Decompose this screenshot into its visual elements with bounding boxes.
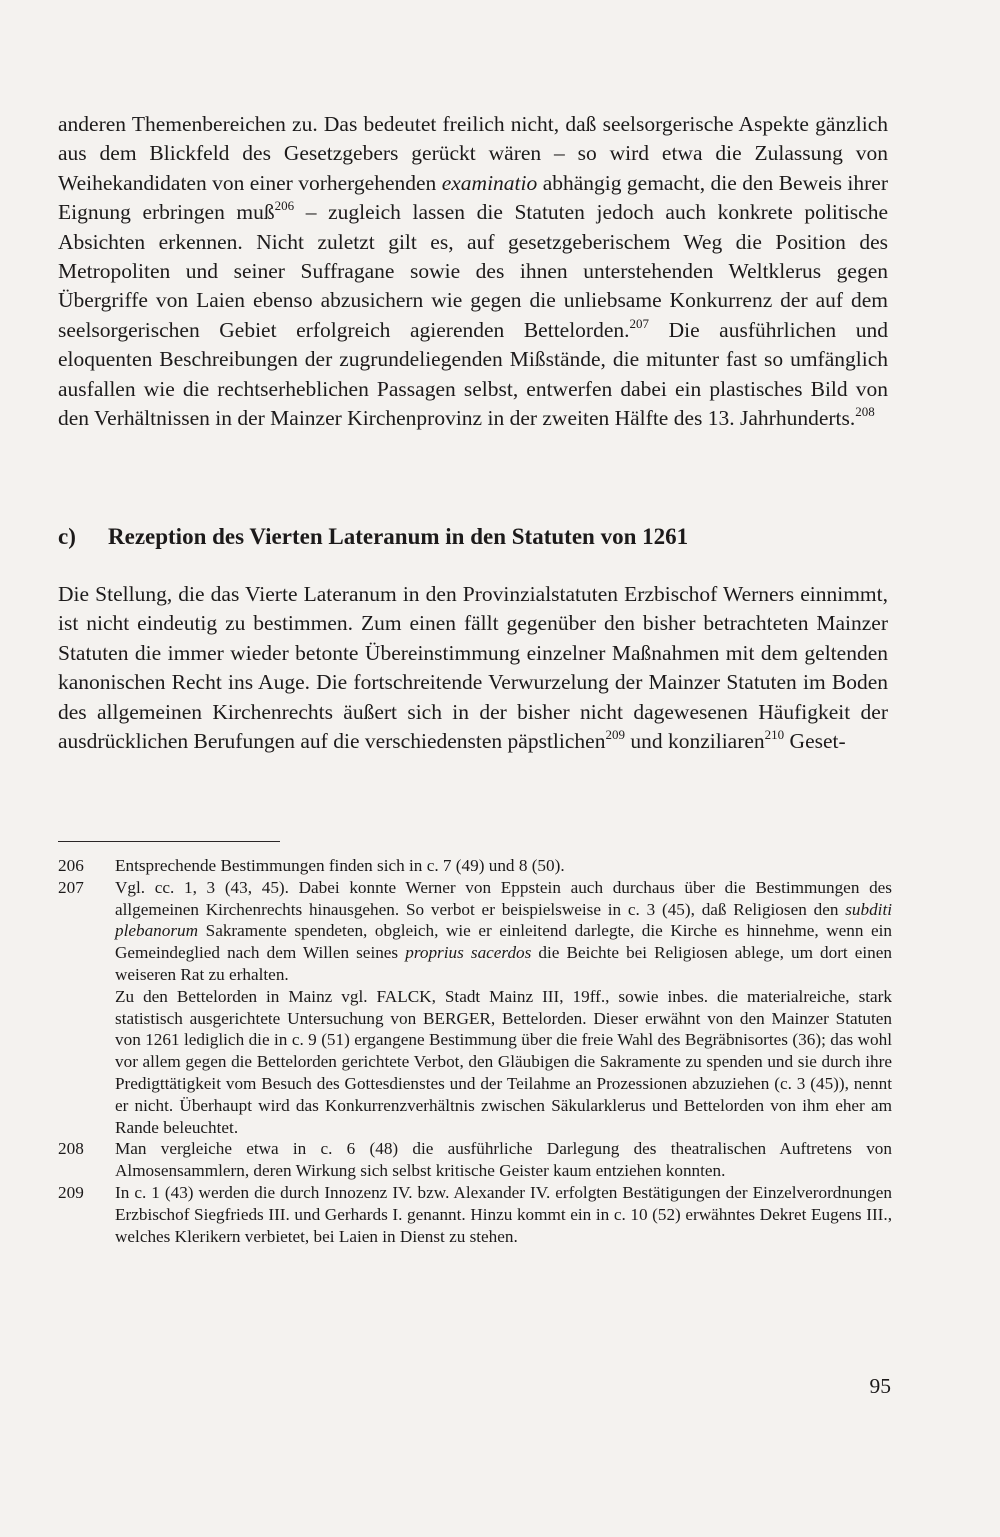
footnote-divider	[58, 841, 280, 842]
italic-term: proprius sacerdos	[405, 943, 532, 963]
footnote-number: 208	[58, 1139, 84, 1159]
footnote-number: 206	[58, 856, 84, 875]
section-heading	[58, 522, 888, 552]
footnote-text: Entsprechende Bestimmungen finden sich in c. 7 (49) und 8 (50).	[115, 856, 565, 875]
footnote-number: 207	[58, 877, 84, 897]
text-run: – zugleich lassen die Statuten jedoch auch konkrete politische Absichten erkennen. Nicht zuletzt gilt es, auf gesetzgeberischem Weg die Position des Metropoliten und seiner Suffragane sowie des ihnen unterstehenden Weltklerus gegen Übergriffe von Laien ebenso abzusichern wie gegen die unliebsame Konkurrenz der auf dem seelsorgerischen Gebiet erfolgreich agierenden Bettelorden.	[58, 200, 888, 342]
text-run: Die ausführlichen und eloquenten Beschreibungen der zugrundeliegenden Mißstände, die mitunter fast so umfänglich ausfallen wie die rechtserheblichen Passagen selbst, entwerfen dabei ein plastisches Bild von den Verhältnissen in der Mainzer Kirchenprovinz in der zweiten Hälfte des 13. Jahrhunderts.	[58, 317, 888, 431]
text-run: abhängig gemacht, die den Beweis ihrer Eignung erbringen muß	[58, 170, 888, 225]
text-run: Sakramente spendeten, obgleich, wie er einleitend darlegte, die Kirche es hinnehme, wenn ein Gemeindeglied nach dem Willen seines	[115, 921, 892, 963]
footnote-text: Man vergleiche etwa in c. 6 (48) die ausführliche Darlegung des theatralischen Auftretens von Almosensammlern, deren Wirkung sich selbst kritische Geister kaum entziehen konnten.	[115, 1139, 892, 1181]
section-title: Rezeption des Vierten Lateranum in den Statuten von 1261	[108, 524, 689, 549]
footnote-207	[58, 877, 892, 1139]
footnote-ref[interactable]: 209	[605, 726, 625, 742]
page-number: 95	[869, 1374, 891, 1398]
footnote-206	[58, 855, 892, 877]
footnote-209	[58, 1182, 892, 1247]
footnote-ref[interactable]: 207	[629, 315, 650, 331]
text-run: Die Stellung, die das Vierte Lateranum in den Provinzialstatuten Erzbischof Werners einnimmt, ist nicht eindeutig zu bestimmen. Zum einen fällt gegenüber den bisher betrachteten Mainzer Statuten die immer wieder betonte Übereinstimmung einzelner Maßnahmen mit dem geltenden kanonischen Recht ins Auge. Die fortschreitende Verwurzelung der Mainzer Statuten im Boden des allgemeinen Kirchenrechts äußert sich in der bisher nicht dagewesenen Häufigkeit der ausdrücklichen Berufungen auf die verschiedensten päpstlichen	[58, 582, 888, 754]
body-paragraph-1	[58, 110, 888, 433]
text-run: Geset-	[784, 729, 846, 754]
text-run: die Beichte bei Religiosen ablege, um dort einen weiseren Rat zu erhalten.	[115, 943, 892, 984]
footnote-ref[interactable]: 208	[855, 403, 875, 419]
footnote-ref[interactable]: 206	[274, 198, 295, 214]
footnotes	[58, 855, 892, 1247]
text-run: anderen Themenbereichen zu. Das bedeutet freilich nicht, daß seelsorgerische Aspekte gänzlich aus dem Blickfeld des Gesetzgebers gerückt wären – so wird etwa die Zulassung von Weihekandidaten von einer vorhergehenden	[58, 112, 888, 195]
italic-term: subditi plebanorum	[115, 899, 892, 941]
body-paragraph-2	[58, 580, 888, 756]
text-run: Vgl. cc. 1, 3 (43, 45). Dabei konnte Werner von Eppstein auch durchaus über die Bestimmungen des allgemeinen Kirchenrechts hinausgehen. So verbot er beispielsweise in c. 3 (45), daß Religiosen den	[115, 877, 892, 919]
footnote-number: 209	[58, 1182, 84, 1202]
italic-term: examinatio	[441, 170, 538, 195]
footnote-text: In c. 1 (43) werden die durch Innozenz IV. bzw. Alexander IV. erfolgten Bestätigungen der Einzelverordnungen Erzbischof Siegfrieds III. und Gerhards I. genannt. Hinzu kommt ein in c. 10 (52) erwähntes Dekret Eugens III., welches Klerikern verbietet, bei Laien in Dienst zu stehen.	[115, 1182, 892, 1246]
section-number: c)	[58, 524, 76, 549]
footnote-208	[58, 1138, 892, 1182]
text-run: und konziliaren	[624, 729, 765, 754]
footnote-text: Zu den Bettelorden in Mainz vgl. FALCK, Stadt Mainz III, 19ff., sowie inbes. die materialreiche, stark statistisch ausgerichtete Untersuchung von BERGER, Bettelorden. Dieser erwähnt von den Mainzer Statuten von 1261 lediglich die in c. 9 (51) ergangene Bestimmung über die freie Wahl des Begräbnisortes (36); das wohl vor allem gegen die Bettelorden gerichtete Verbot, den Gläubigen die Sakramente zu spenden und sie durch ihre Predigttätigkeit vom Besuch des Gottesdienstes und der Teilahme an Prozessionen abzuziehen (c. 3 (45)), nennt er nicht. Überhaupt wird das Konkurrenzverhältnis zwischen Säkularklerus und Bettelorden von ihm eher am Rande beleuchtet.	[115, 986, 892, 1137]
footnote-ref[interactable]: 210	[764, 726, 785, 742]
